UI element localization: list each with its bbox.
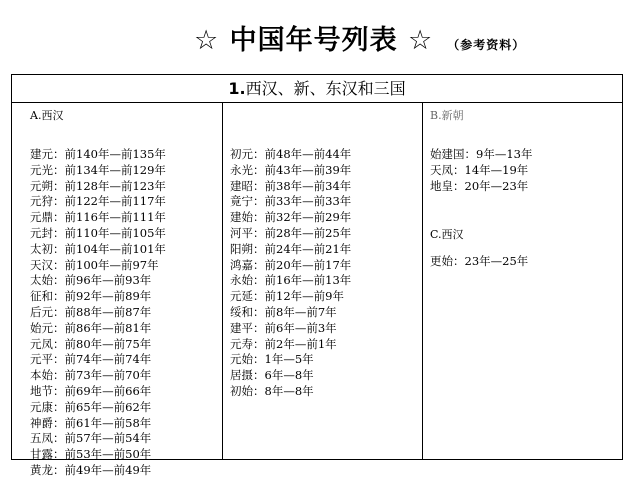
era-entry: 神爵：前61年—前58年 [30,415,152,430]
era-entry: 甘露：前53年—前50年 [30,447,152,462]
era-table [11,74,623,477]
era-entry: 建平：前6年—前3年 [230,320,337,335]
dynasty-label: C.西汉 [430,228,464,242]
era-list [230,147,351,400]
era-entry: 五凤：前57年—前54年 [30,431,152,446]
era-entry: 元封：前110年—前105年 [30,225,166,240]
page-title: ☆ 中国年号列表 ☆ [194,25,434,56]
era-entry: 元狩：前122年—前117年 [30,194,166,209]
era-entry: 本始：前73年—前70年 [30,368,152,383]
era-entry: 建元：前140年—前135年 [30,147,166,161]
era-entry: 始建国：9年—13年 [430,147,533,161]
era-entry: 后元：前88年—前87年 [30,304,152,319]
era-list [30,147,166,479]
title-row [150,18,570,58]
era-entry: 地皇：20年—23年 [430,178,529,193]
era-entry: 鸿嘉：前20年—前17年 [230,257,352,272]
era-entry: 元寿：前2年—前1年 [230,336,337,351]
title-note: （参考资料） [447,38,526,52]
era-entry: 始元：前86年—前81年 [30,320,152,335]
column-divider [222,103,223,459]
era-list [430,147,532,194]
era-entry: 地节：前69年—前66年 [30,383,152,398]
section-header [12,75,622,103]
era-entry: 更始：23年—25年 [430,254,529,269]
era-entry: 竟宁：前33年—前33年 [230,194,352,209]
era-entry: 居摄：6年—8年 [230,368,314,383]
era-entry: 阳朔：前24年—前21年 [230,241,352,256]
era-entry: 河平：前28年—前25年 [230,225,352,240]
era-list [430,254,532,270]
era-entry: 永光：前43年—前39年 [230,162,352,177]
section-heading: 西汉、新、东汉和三国 [245,79,406,98]
era-entry: 太始：前96年—前93年 [30,273,152,288]
column-divider [422,103,423,459]
era-entry: 初始：8年—8年 [230,383,314,398]
section-number: 1. [228,79,246,98]
column-western-han-continued [230,103,351,400]
era-entry: 天汉：前100年—前97年 [30,257,159,272]
era-entry: 元光：前134年—前129年 [30,162,166,177]
era-entry: 永始：前16年—前13年 [230,273,352,288]
era-entry: 征和：前92年—前89年 [30,289,152,304]
era-entry: 元凤：前80年—前75年 [30,336,152,351]
era-entry: 太初：前104年—前101年 [30,241,166,256]
era-entry: 黄龙：前49年—前49年 [30,462,152,477]
era-entry: 元朔：前128年—前123年 [30,178,166,193]
era-entry: 建始：前32年—前29年 [230,210,352,225]
era-entry: 绥和：前8年—前7年 [230,304,337,319]
column-xin [430,103,532,270]
era-entry: 初元：前48年—前44年 [230,147,352,161]
era-entry: 元康：前65年—前62年 [30,399,152,414]
era-entry: 元始：1年—5年 [230,352,314,367]
era-entry: 元延：前12年—前9年 [230,289,344,304]
dynasty-label: B.新朝 [430,109,464,122]
column-western-han [30,103,166,479]
era-entry: 天凤：14年—19年 [430,162,529,177]
era-entry: 元平：前74年—前74年 [30,352,152,367]
era-entry: 建昭：前38年—前34年 [230,178,352,193]
dynasty-label: A.西汉 [30,109,64,122]
era-entry: 元鼎：前116年—前111年 [30,210,166,225]
